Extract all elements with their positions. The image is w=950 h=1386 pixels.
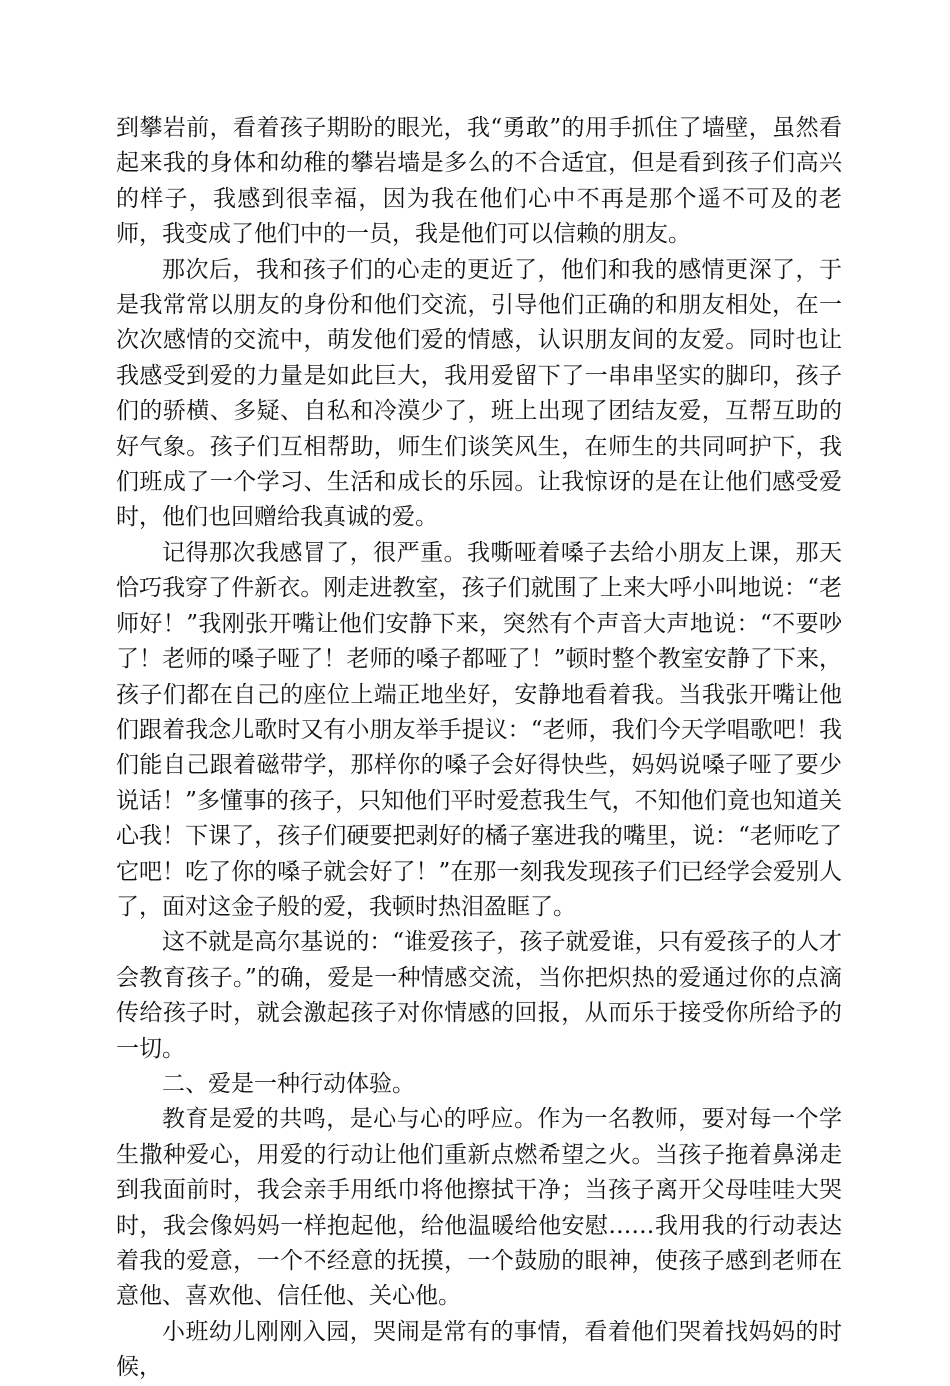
section-heading-action-experience: 二、爱是一种行动体验。 bbox=[162, 1070, 415, 1097]
paragraph-love-resonance: 教育是爱的共鸣，是心与心的呼应。作为一名教师，要对每一个学生撒种爱心，用爱的行动让他们重新点燃希望之火。当孩子拖着鼻涕走到我面前时，我会亲手用纸巾将他擦拭干净；当孩子离开父母哇哇大哭时，我会像妈妈一样抱起他，给他温暖给他安慰……我用我的行动表达着我的爱意，一个不经意的抚摸，一个鼓励的眼神，使孩子感到老师在意他、喜欢他、信任他、关心他。 bbox=[116, 1106, 842, 1310]
paragraph-climbing-wall: 到攀岩前，看着孩子期盼的眼光，我“勇敢”的用手抓住了墙壁，虽然看起来我的身体和幼稚的攀岩墙是多么的不合适宜，但是看到孩子们高兴的样子，我感到很幸福，因为我在他们心中不再是那个遥不可及的老师，我变成了他们中的一员，我是他们可以信赖的朋友。 bbox=[116, 115, 842, 248]
body-text bbox=[116, 111, 842, 1386]
paragraph-small-class-crying: 小班幼儿刚刚入园，哭闹是常有的事情，看着他们哭着找妈妈的时候， bbox=[116, 1318, 842, 1381]
paragraph-gorky-quote: 这不就是高尔基说的：“谁爱孩子，孩子就爱谁，只有爱孩子的人才会教育孩子。”的确，爱是一种情感交流，当你把炽热的爱通过你的点滴传给孩子时，就会激起孩子对你情感的回报，从而乐于接受你所给予的一切。 bbox=[116, 929, 842, 1062]
paragraph-hearts-closer: 那次后，我和孩子们的心走的更近了，他们和我的感情更深了，于是我常常以朋友的身份和他们交流，引导他们正确的和朋友相处，在一次次感情的交流中，萌发他们爱的情感，认识朋友间的友爱。同时也让我感受到爱的力量是如此巨大，我用爱留下了一串串坚实的脚印，孩子们的骄横、多疑、自私和冷漠少了，班上出现了团结友爱，互帮互助的好气象。孩子们互相帮助，师生们谈笑风生，在师生的共同呵护下，我们班成了一个学习、生活和成长的乐园。让我惊讶的是在让他们感受爱时，他们也回赠给我真诚的爱。 bbox=[116, 256, 842, 531]
paragraph-teacher-cold: 记得那次我感冒了，很严重。我嘶哑着嗓子去给小朋友上课，那天恰巧我穿了件新衣。刚走进教室，孩子们就围了上来大呼小叫地说：“老师好！”我刚张开嘴让他们安静下来，突然有个声音大声地说：“不要吵了！老师的嗓子哑了！老师的嗓子都哑了！”顿时整个教室安静了下来，孩子们都在自己的座位上端正地坐好，安静地看着我。当我张开嘴让他们跟着我念儿歌时又有小朋友举手提议：“老师，我们今天学唱歌吧！我们能自己跟着磁带学，那样你的嗓子会好得快些，妈妈说嗓子哑了要少说话！”多懂事的孩子，只知他们平时爱惹我生气，不知他们竟也知道关心我！下课了，孩子们硬要把剥好的橘子塞进我的嘴里，说：“老师吃了它吧！吃了你的嗓子就会好了！”在那一刻我发现孩子们已经学会爱别人了，面对这金子般的爱，我顿时热泪盈眶了。 bbox=[116, 539, 842, 920]
